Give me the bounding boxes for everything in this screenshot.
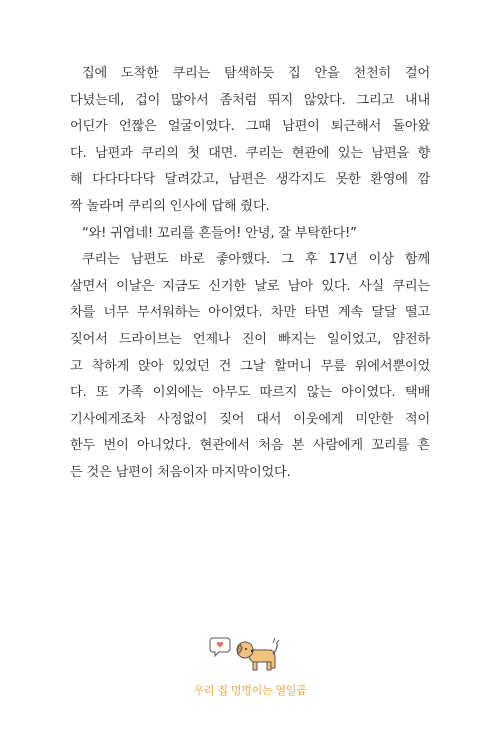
text-line: 다. 또 가족 이외에는 아무도 따르지 않는 아이였다. 택배 (70, 385, 430, 401)
text-line: 해 다다다다닥 달려갔고, 남편은 생각지도 못한 환영에 깜 (70, 172, 430, 188)
dialogue-line: “와! 귀엽네! 꼬리를 흔들어! 안녕, 잘 부탁한다!” (82, 225, 357, 241)
page-footer (0, 632, 500, 698)
text-line: 짖어서 드라이브는 언제나 진이 빠지는 일이었고, 얌전하 (70, 331, 430, 347)
text-line: 다녔는데, 겁이 많아서 좀처럼 뛰지 않았다. 그리고 내내 (70, 92, 430, 108)
text-line: 차를 너무 무서워하는 아이였다. 차만 타면 계속 달달 떨고 (70, 305, 430, 321)
text-line: 기사에게조차 사정없이 짖어 대서 이웃에게 미안한 적이 (70, 411, 430, 427)
text-line: 다. 남편과 쿠리의 첫 대면. 쿠리는 현관에 있는 남편을 향 (70, 145, 430, 161)
dog-icon (205, 632, 295, 678)
body-text (70, 61, 430, 487)
text-line: 한두 번이 아니었다. 현관에서 처음 본 사람에게 꼬리를 흔 (70, 438, 430, 454)
text-line: 쿠리는 남편도 바로 좋아했다. 그 후 17년 이상 함께 (82, 252, 430, 268)
text-line: 고 착하게 앉아 있었던 건 그날 할머니 무릎 위에서뿐이었 (70, 358, 430, 374)
text-line: 어딘가 언짢은 얼굴이었다. 그때 남편이 퇴근해서 돌아왔 (70, 119, 430, 135)
text-line: 든 것은 남편이 처음이자 마지막이었다. (70, 464, 291, 480)
text-line: 집에 도착한 쿠리는 탐색하듯 집 안을 천천히 걸어 (82, 66, 430, 81)
text-line: 짝 놀라며 쿠리의 인사에 답해 줬다. (70, 198, 270, 214)
book-title: 우리 집 멍멍이는 열일곱 (193, 684, 307, 697)
text-line: 살면서 이날은 지금도 신기한 날로 남아 있다. 사실 쿠리는 (70, 278, 430, 294)
